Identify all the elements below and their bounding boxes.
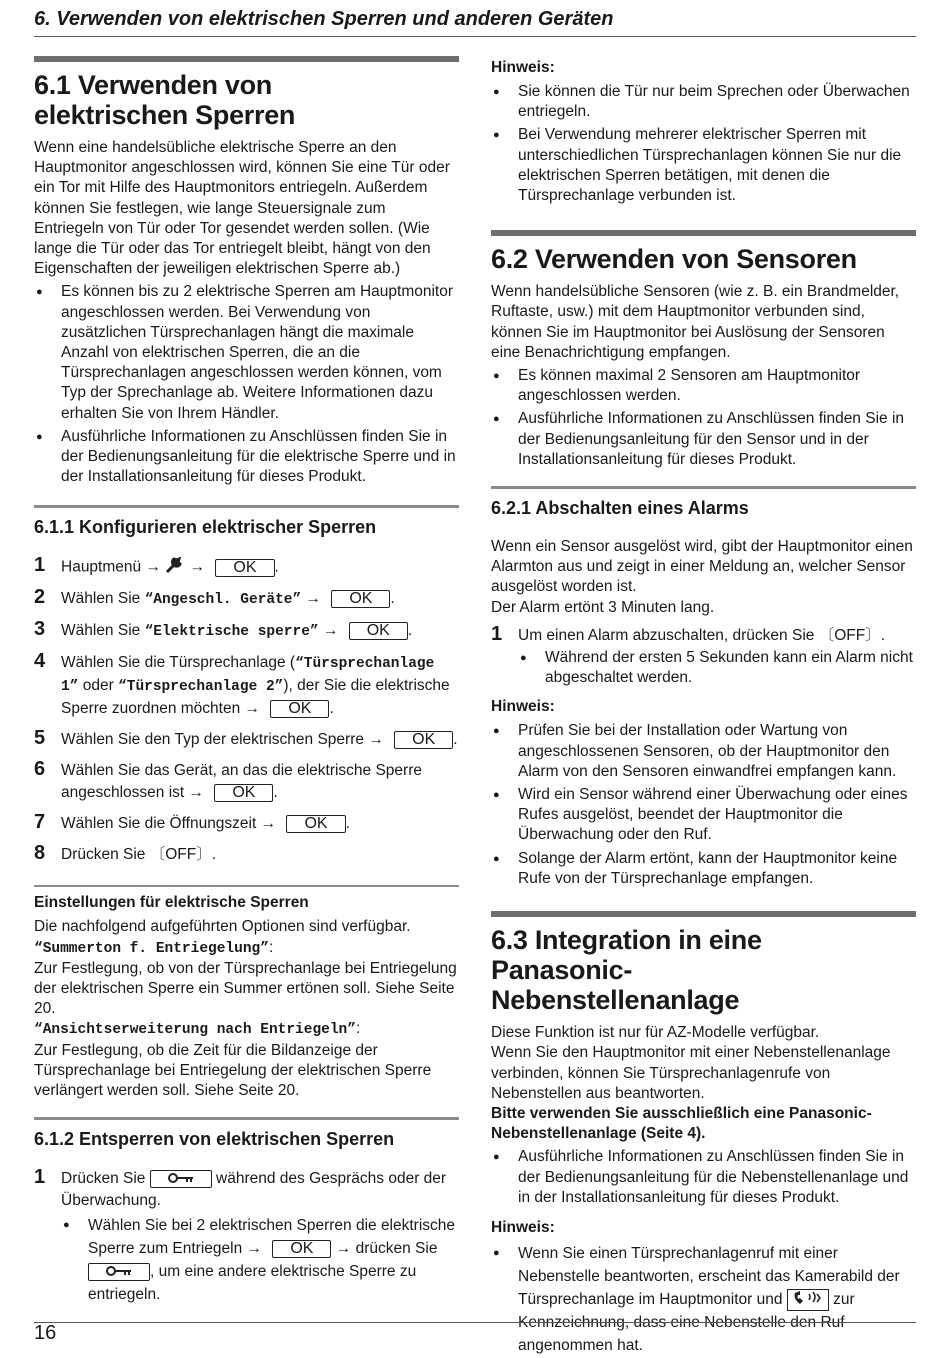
note-bullet: ● Wenn Sie einen Türsprechanlagenruf mit einer Nebenstelle beantworten, erscheint das Kamerabild der Türsprechanlage im Hauptmonitor und zur Kennzeichnung, dass eine Nebenstelle den Ruf angenommen hat. [491, 1242, 916, 1357]
section-rule [34, 56, 459, 62]
note-bullet: ● Bei Verwendung mehrerer elektrischer Sperren mit unterschiedlichen Türsprechanlagen können Sie nur die elektrischen Sperren betätigen, mit denen die Türsprechanlage verbunden ist. [491, 125, 916, 206]
right-column [491, 58, 916, 1357]
alarm-substep: ● Während der ersten 5 Sekunden kann ein Alarm nicht abgeschaltet werden. [518, 648, 916, 688]
settings-title: Einstellungen für elektrische Sperren [34, 894, 309, 912]
sensor-bullet: ● Es können maximal 2 Sensoren am Hauptmonitor angeschlossen werden. [491, 366, 916, 406]
subsection-rule [491, 486, 916, 489]
ok-button[interactable]: OK [286, 815, 345, 833]
pbx-availability: Diese Funktion ist nur für AZ-Modelle verfügbar. [491, 1024, 820, 1042]
section-6-2-title: 6.2 Verwenden von Sensoren [491, 244, 857, 275]
section-6-1-bullet: ● Es können bis zu 2 elektrische Sperren am Hauptmonitor angeschlossen werden. Bei Verwendung von zusätzlichen Türsprechanlagen hängt die maximale Anzahl von elektrischen Sperren, die an die Türsprechanlagen angeschlossen werden können, vom Typ der Sprechanlage ab. Weitere Informationen dazu erhalten Sie von Ihrem Händler. [34, 282, 459, 423]
note-title: Hinweis: [491, 1218, 555, 1236]
section-6-1-bullet: ● Ausführliche Informationen zu Anschlüssen finden Sie in der Bedienungsanleitung für die elektrische Sperre und in der Installationsanleitung für dieses Produkt. [34, 427, 459, 488]
extension-answered-icon [787, 1289, 829, 1311]
pbx-bold-note: Bitte verwenden Sie ausschließlich eine Panasonic-Nebenstellenanlage (Seite 4). [491, 1104, 872, 1143]
step-8: 8 Drücken Sie 〔OFF〕. [34, 842, 217, 865]
subsection-rule [34, 505, 459, 508]
sensor-bullet: ● Ausführliche Informationen zu Anschlüssen finden Sie in der Bedienungsanleitung für den Sensor und in der Installationsanleitung für dieses Produkt. [491, 409, 916, 470]
section-6-1-1-title: 6.1.1 Konfigurieren elektrischer Sperren [34, 517, 377, 538]
option-buzzer-desc: Zur Festlegung, ob von der Türsprechanlage bei Entriegelung der elektrischen Sperre ein Summer ertönen soll. Siehe Seite 20. [34, 959, 457, 1018]
unlock-step-1: 1 Drücken Sie während des Gesprächs oder der Überwachung. ● Wählen Sie bei 2 elektrischen Sperren die elektrische Sperre zum Entriegeln → OK → drücken Sie , um eine andere elektrische Sperre zu entriegeln. [34, 1168, 459, 1306]
key-button[interactable] [150, 1170, 212, 1188]
ok-button[interactable]: OK [214, 784, 273, 802]
note-bullet: ● Solange der Alarm ertönt, kann der Hauptmonitor keine Rufe von der Türsprechanlage empfangen. [491, 849, 916, 889]
section-6-1-2-title: 6.1.2 Entsperren von elektrischen Sperren [34, 1129, 395, 1150]
section-6-1-title: 6.1 Verwenden von elektrischen Sperren [34, 70, 296, 130]
note-title: Hinweis: [491, 59, 555, 76]
footer-rule [34, 1322, 916, 1323]
step-1: 1 Hauptmenü → → OK . [34, 556, 459, 579]
off-button[interactable]: 〔OFF〕 [149, 846, 212, 864]
subsection-rule [34, 1117, 459, 1120]
step-5: 5 Wählen Sie den Typ der elektrischen Sperre → OK . [34, 727, 458, 750]
step-2: 2 Wählen Sie “Angeschl. Geräte” → OK . [34, 586, 395, 609]
wrench-icon [165, 556, 185, 579]
step-7: 7 Wählen Sie die Öffnungszeit → OK . [34, 811, 350, 834]
alarm-duration: Der Alarm ertönt 3 Minuten lang. [491, 598, 715, 616]
note-bullet: ● Prüfen Sie bei der Installation oder Wartung von angeschlossenen Sensoren, ob der Hauptmonitor den Alarm von den Sensoren einwandfrei empfangen kann. [491, 721, 916, 782]
section-6-3-title: 6.3 Integration in eine Panasonic-Nebenstellenanlage [491, 925, 762, 1016]
section-6-2-1-title: 6.2.1 Abschalten eines Alarms [491, 498, 749, 519]
alarm-intro: Wenn ein Sensor ausgelöst wird, gibt der Hauptmonitor einen Alarmton aus und zeigt in einer Meldung an, welcher Sensor ausgelöst worden ist. [491, 538, 913, 596]
ok-button[interactable]: OK [394, 731, 453, 749]
note-title: Hinweis: [491, 698, 555, 716]
section-6-1-intro: Wenn eine handelsübliche elektrische Sperre an den Hauptmonitor angeschlossen wird, können Sie eine Tür oder ein Tor mit Hilfe des Hauptmonitors entriegeln. Außerdem können Sie festlegen, wie lange Steuersignale zum Entriegeln von Tür oder Tor gesendet werden sollen. (Wie lange die Tür oder das Tor entriegelt bleibt, hängt von den Eigenschaften der jeweiligen elektrischen Sperre ab.) [34, 139, 450, 278]
section-rule [491, 230, 916, 236]
off-button[interactable]: 〔OFF〕 [818, 626, 881, 644]
note-bullet: ● Sie können die Tür nur beim Sprechen oder Überwachen entriegeln. [491, 82, 916, 122]
unlock-substep: ● Wählen Sie bei 2 elektrischen Sperren die elektrische Sperre zum Entriegeln → OK → drücken Sie , um eine andere elektrische Sperre zu entriegeln. [61, 1214, 459, 1306]
key-button[interactable] [88, 1263, 150, 1281]
section-6-2-intro: Wenn handelsübliche Sensoren (wie z. B. ein Brandmelder, Ruftaste, usw.) mit dem Hauptmonitor verbunden sind, können Sie im Hauptmonitor bei Auslösung der Sensoren eine Benachrichtigung empfangen. [491, 283, 900, 361]
ok-button[interactable]: OK [331, 590, 390, 608]
step-4: 4 Wählen Sie die Türsprechanlage (“Türsprechanlage 1” oder “Türsprechanlage 2”), der Sie die elektrische Sperre zuordnen möchten → OK . [34, 650, 450, 718]
option-view-extension-desc: Zur Festlegung, ob die Zeit für die Bildanzeige der Türsprechanlage bei Entriegelung der elektrischen Sperre verlängert werden soll. Siehe Seite 20. [34, 1041, 432, 1100]
left-column: 6.1 Verwenden von elektrischen Sperren Wenn eine handelsübliche elektrische Sperre an den Hauptmonitor angeschlossen wird, können Sie eine Tür oder ein Tor mit Hilfe des Hauptmonitors entriegeln. Außerdem können Sie festlegen, wie lange Steuersignale zum Entriegeln von Tür oder Tor gesendet werden sollen. (Wie lange die Tür oder das Tor entriegelt bleibt, hängt von den Eigenschaften der jeweiligen elektrischen Sperre ab.) ● Es können bis zu 2 elektrische Sperren am Hauptmonitor angeschlossen werden. Bei Verwendung von zusätzlichen Türsprechanlagen hängt die maximale Anzahl von elektrischen Sperren, die an die Türsprechanlagen angeschlossen werden können, vom Typ der Sprechanlage ab. Weitere Informationen dazu erhalten Sie von Ihrem Händler. ● Ausführliche Informationen zu Anschlüssen finden Sie in der Bedienungsanleitung für die elektrische Sperre und in der Installationsanleitung für dieses Produkt. 6.1.1 Konfigurieren elektrischer Sperren 1 Hauptmenü → → OK . 2 Wählen Sie “Angeschl. Geräte” → OK . 3 Wählen Sie “Elektrische sperre” → OK . 4 Wählen Sie die Türsprechanlage (“Türsprechanlage 1” oder “Türsprechanlage 2”), der Sie die elektrische Sperre zuordnen möchten → OK . 5 Wählen Sie den Typ der elektrischen Sperre → OK . 6 Wählen Sie das Gerät, an das die elektrische Sperre angeschlossen ist → OK . 7 Wählen Sie die Öffnungszeit → OK . 8 Drücken Sie 〔OFF〕. Einstellungen für elektrische Sperren Die nachfolgend aufgeführten Optionen sind verfügbar. “Summerton f. Entriegelung”: Zur Festlegung, ob von der Türsprechanlage bei Entriegelung der elektrischen Sperre ein Summer ertönen soll. Siehe Seite 20. “Ansichtserweiterung nach Entriegeln”: Zur Festlegung, ob die Zeit für die Bildanzeige der Türsprechanlage bei Entriegelung der elektrischen Sperre verlängert werden soll. Siehe Seite 20. 6.1.2 Entsperren von elektrischen Sperren 1 Drücken Sie während des Gesprächs oder der Überwachung. ● Wählen Sie bei 2 elektrischen Sperren die elektrische Sperre zum Entriegeln → OK → drücken Sie , um eine andere elektrische Sperre zu entriegeln. [34, 56, 459, 1306]
section-rule [491, 911, 916, 917]
ok-button[interactable]: OK [272, 1240, 331, 1258]
pbx-bullet: ● Ausführliche Informationen zu Anschlüssen finden Sie in der Bedienungsanleitung für die Nebenstellenanlage und in der Installationsanleitung für dieses Produkt. [491, 1147, 916, 1208]
option-buzzer: “Summerton f. Entriegelung” [34, 940, 269, 957]
step-3: 3 Wählen Sie “Elektrische sperre” → OK . [34, 618, 413, 641]
chapter-header: 6. Verwenden von elektrischen Sperren und anderen Geräten [34, 6, 916, 37]
page-number: 16 [34, 1322, 57, 1344]
settings-intro: Die nachfolgend aufgeführten Optionen sind verfügbar. [34, 918, 411, 936]
step-6: 6 Wählen Sie das Gerät, an das die elektrische Sperre angeschlossen ist → OK . [34, 758, 422, 802]
ok-button[interactable]: OK [215, 559, 274, 577]
note-bullet: ● Wird ein Sensor während einer Überwachung oder eines Rufes ausgelöst, beendet der Hauptmonitor die Überwachung oder den Ruf. [491, 785, 916, 846]
alarm-step-1: 1 Um einen Alarm abzuschalten, drücken Sie 〔OFF〕. ● Während der ersten 5 Sekunden kann ein Alarm nicht abgeschaltet werden. [491, 626, 916, 689]
option-view-extension: “Ansichtserweiterung nach Entriegeln” [34, 1022, 356, 1039]
pbx-intro: Wenn Sie den Hauptmonitor mit einer Nebenstellenanlage verbinden, können Sie Türsprechanlagenrufe von Nebenstellen aus beantworten. [491, 1044, 891, 1102]
ok-button[interactable]: OK [270, 700, 329, 718]
subsection-rule [34, 885, 459, 887]
ok-button[interactable]: OK [349, 622, 408, 640]
